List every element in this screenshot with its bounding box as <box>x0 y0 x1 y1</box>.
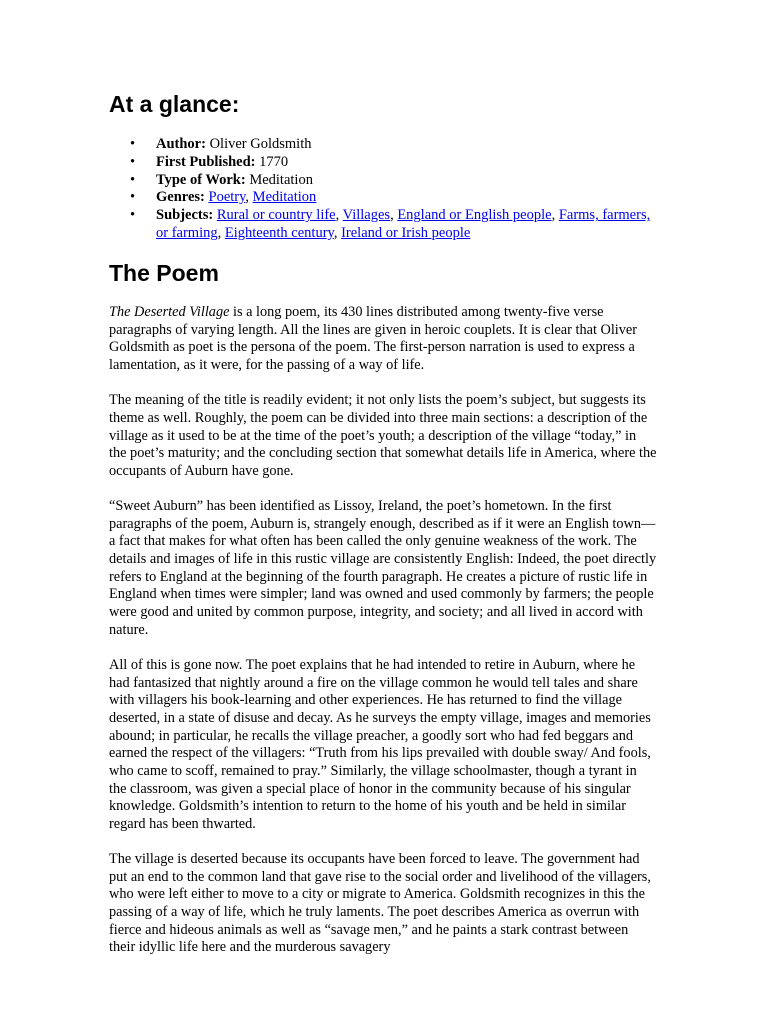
list-item-first-published <box>109 154 657 172</box>
first-published-value: 1770 <box>255 153 289 170</box>
subject-link-farms[interactable]: Farms, farmers, or farming <box>156 207 651 241</box>
subject-link-england[interactable]: England or English people <box>397 207 552 224</box>
subject-link-villages[interactable]: Villages <box>342 207 391 224</box>
list-item-type-of-work <box>109 172 657 190</box>
bullet-icon: • <box>130 189 136 206</box>
paragraph-1-text: is a long poem, its 430 lines distributed among twenty-five verse paragraphs of varying length. All the lines are given in heroic couplets. It is clear that Oliver Goldsmith as poet is the persona of the poem. The first-person narration is used to express a lamentation, as it were, for the passing of a way of life. <box>109 304 638 373</box>
the-poem-heading: The Poem <box>109 260 219 286</box>
list-item-author <box>109 136 657 154</box>
bullet-icon: • <box>130 207 136 224</box>
genre-link-poetry[interactable]: Poetry <box>208 189 246 206</box>
subject-link-rural-life[interactable]: Rural or country life <box>216 207 336 224</box>
paragraph-5: The village is deserted because its occupants have been forced to leave. The government had put an end to the common land that gave rise to the social order and livelihood of the villagers, who were left either to move to a city or migrate to America. Goldsmith recognizes in this the passing of a way of life, which he truly laments. The poet describes America as overrun with fierce and hideous animals as well as “savage men,” and he paints a stark contrast between their idyllic life here and the murderous savagery <box>109 851 651 956</box>
first-published-label: First Published: <box>156 153 256 170</box>
bullet-icon: • <box>130 153 136 170</box>
subject-link-eighteenth-century[interactable]: Eighteenth century <box>224 224 334 241</box>
author-label: Author: <box>156 136 206 152</box>
type-of-work-value: Meditation <box>245 171 313 188</box>
at-a-glance-heading: At a glance: <box>109 91 240 117</box>
type-of-work-label: Type of Work: <box>156 171 246 188</box>
genre-link-meditation[interactable]: Meditation <box>252 189 317 206</box>
author-value: Oliver Goldsmith <box>205 136 312 152</box>
poem-body <box>109 304 657 957</box>
bullet-icon: • <box>130 136 136 152</box>
paragraph-4: All of this is gone now. The poet explains that he had intended to retire in Auburn, where he had fantasized that nightly around a fire on the village common he would tell tales and share with villagers his book-learning and other experiences. He has returned to find the village deserted, in a state of disuse and decay. As he surveys the empty village, images and memories abound; in particular, he recalls the village preacher, a goodly sort who had fed beggars and earned the respect of the villagers: “Truth from his lips prevailed with double sway/ And fools, who came to scoff, remained to pray.” Similarly, the village schoolmaster, though a tyrant in the classroom, was given a special place of honor in the community because of his singular knowledge. Goldsmith’s intention to return to the home of his youth and be held in similar regard has been thwarted. <box>109 656 651 832</box>
genres-label: Genres: <box>156 189 205 206</box>
list-item-genres: • Genres: Poetry, Meditation <box>130 189 317 206</box>
list-item-subjects: • Subjects: Rural or country life, Villages, England or English people, Farms, farmers, or farming, Eighteenth century, Ireland or Irish people <box>130 207 651 241</box>
subject-link-ireland[interactable]: Ireland or Irish people <box>341 224 471 241</box>
bullet-icon: • <box>130 171 136 188</box>
paragraph-3: “Sweet Auburn” has been identified as Lissoy, Ireland, the poet’s hometown. In the first paragraphs of the poem, Auburn is, strangely enough, described as if it were an English town—a fact that makes for what often has been called the only genuine weakness of the work. The details and images of life in this rustic village are consistently English: Indeed, the poet directly refers to England at the beginning of the fourth paragraph. He creates a picture of rustic life in England when times were simpler; land was owned and used commonly by farmers; the people were good and united by common purpose, integrity, and society; and all lived in accord with nature. <box>109 498 657 638</box>
paragraph-2: The meaning of the title is readily evident; it not only lists the poem’s subject, but suggests its theme as well. Roughly, the poem can be divided into three main sections: a description of the village as it used to be at the time of the poet’s youth; a description of the village “today,” in the poet’s maturity; and the concluding section that somewhat details life in America, where the occupants of Auburn have gone. <box>109 392 657 479</box>
paragraph-1 <box>109 304 657 375</box>
poem-title-italic: The Deserted Village <box>109 304 230 320</box>
subjects-label: Subjects: <box>156 207 214 224</box>
at-a-glance-list <box>109 136 657 243</box>
